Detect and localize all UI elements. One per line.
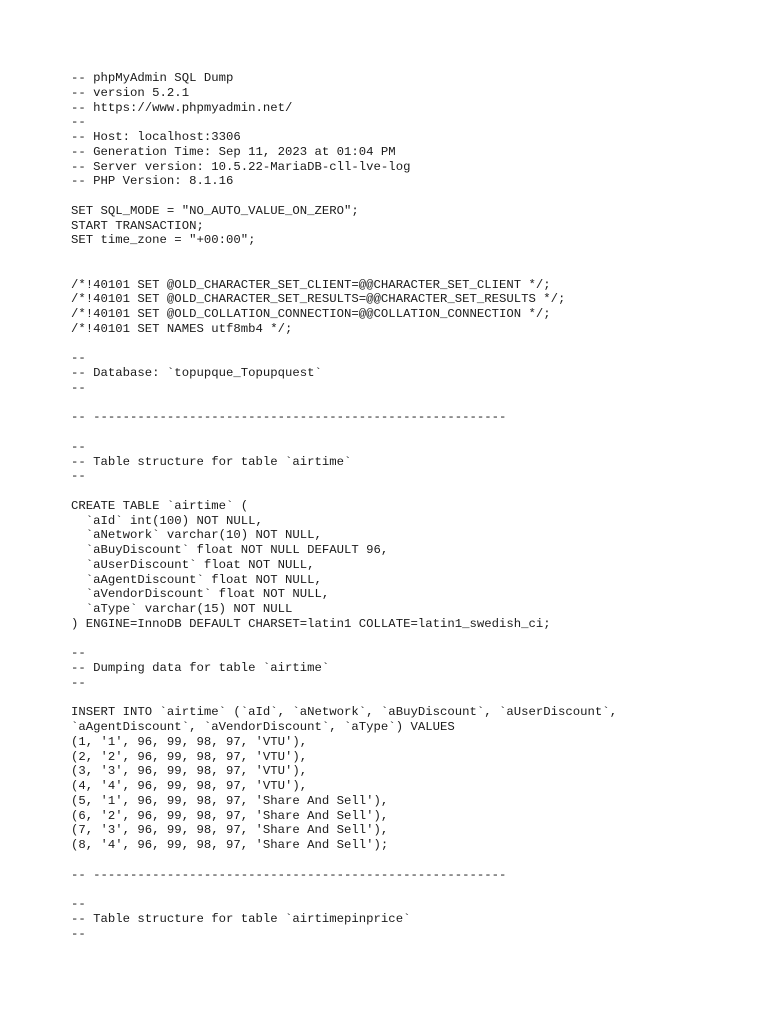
code-line: -- xyxy=(71,115,86,130)
code-line: (7, '3', 96, 99, 98, 97, 'Share And Sell'), xyxy=(71,823,389,838)
code-line: -- Dumping data for table `airtime` xyxy=(71,661,330,675)
code-line xyxy=(71,425,751,440)
code-line xyxy=(71,263,751,278)
sql-dump-document xyxy=(71,71,751,941)
code-line: `aId` int(100) NOT NULL, xyxy=(71,513,263,528)
code-line xyxy=(71,882,751,897)
code-line: (5, '1', 96, 99, 98, 97, 'Share And Sell'), xyxy=(71,793,389,808)
code-line: SET time_zone = "+00:00"; xyxy=(71,233,256,248)
code-line: /*!40101 SET @OLD_COLLATION_CONNECTION=@@COLLATION_CONNECTION */; xyxy=(71,307,551,321)
code-line: /*!40101 SET NAMES utf8mb4 */; xyxy=(71,321,293,336)
code-line xyxy=(71,484,751,499)
code-line: -- Server version: 10.5.22-MariaDB-cll-lve-log xyxy=(71,159,411,174)
code-line: (2, '2', 96, 99, 98, 97, 'VTU'), xyxy=(71,749,308,764)
code-line: -- Database: `topupque_Topupquest` xyxy=(71,366,322,380)
code-line: `aVendorDiscount` float NOT NULL, xyxy=(71,587,330,602)
code-line: `aBuyDiscount` float NOT NULL DEFAULT 96, xyxy=(71,543,389,557)
code-line: -- xyxy=(71,897,86,911)
code-line: (8, '4', 96, 99, 98, 97, 'Share And Sell'); xyxy=(71,838,389,852)
code-line: `aAgentDiscount` float NOT NULL, xyxy=(71,572,322,587)
code-line: -- xyxy=(71,646,86,661)
code-line: -- phpMyAdmin SQL Dump xyxy=(71,71,234,85)
code-line: -- xyxy=(71,469,86,484)
code-line: `aAgentDiscount`, `aVendorDiscount`, `aType`) VALUES xyxy=(71,720,455,734)
code-line: ) ENGINE=InnoDB DEFAULT CHARSET=latin1 COLLATE=latin1_swedish_ci; xyxy=(71,616,551,631)
code-line: CREATE TABLE `airtime` ( xyxy=(71,498,249,513)
code-line: -- xyxy=(71,439,86,454)
code-line: /*!40101 SET @OLD_CHARACTER_SET_RESULTS=@@CHARACTER_SET_RESULTS */; xyxy=(71,292,566,307)
code-line: -- -------------------------------------------------------- xyxy=(71,867,507,882)
code-line: (6, '2', 96, 99, 98, 97, 'Share And Sell'), xyxy=(71,808,389,823)
code-line xyxy=(71,853,751,868)
code-line: `aNetwork` varchar(10) NOT NULL, xyxy=(71,528,322,543)
code-line xyxy=(71,396,751,411)
code-line: `aUserDiscount` float NOT NULL, xyxy=(71,557,315,572)
code-line: -- Host: localhost:3306 xyxy=(71,130,241,144)
code-line: -- xyxy=(71,380,86,395)
code-line: (1, '1', 96, 99, 98, 97, 'VTU'), xyxy=(71,734,308,749)
code-line: -- -------------------------------------------------------- xyxy=(71,410,507,425)
code-line xyxy=(71,691,751,706)
code-line: -- PHP Version: 8.1.16 xyxy=(71,174,234,189)
code-line: SET SQL_MODE = "NO_AUTO_VALUE_ON_ZERO"; xyxy=(71,203,359,218)
code-line: -- Generation Time: Sep 11, 2023 at 01:04 PM xyxy=(71,144,396,159)
code-line: START TRANSACTION; xyxy=(71,218,204,233)
code-line: -- Table structure for table `airtimepinprice` xyxy=(71,911,411,926)
code-line: -- xyxy=(71,926,86,941)
code-line xyxy=(71,337,751,352)
code-line: -- Table structure for table `airtime` xyxy=(71,454,352,469)
code-line: INSERT INTO `airtime` (`aId`, `aNetwork`, `aBuyDiscount`, `aUserDiscount`, xyxy=(71,705,618,720)
code-line xyxy=(71,189,751,204)
code-line: -- xyxy=(71,351,86,366)
code-line: (4, '4', 96, 99, 98, 97, 'VTU'), xyxy=(71,779,308,793)
code-line: /*!40101 SET @OLD_CHARACTER_SET_CLIENT=@@CHARACTER_SET_CLIENT */; xyxy=(71,277,551,292)
code-line xyxy=(71,248,751,263)
code-line xyxy=(71,632,751,647)
code-line: (3, '3', 96, 99, 98, 97, 'VTU'), xyxy=(71,764,308,779)
code-line: -- https://www.phpmyadmin.net/ xyxy=(71,100,293,115)
code-line: -- version 5.2.1 xyxy=(71,85,190,100)
code-line: -- xyxy=(71,675,86,690)
code-line: `aType` varchar(15) NOT NULL xyxy=(71,602,293,616)
